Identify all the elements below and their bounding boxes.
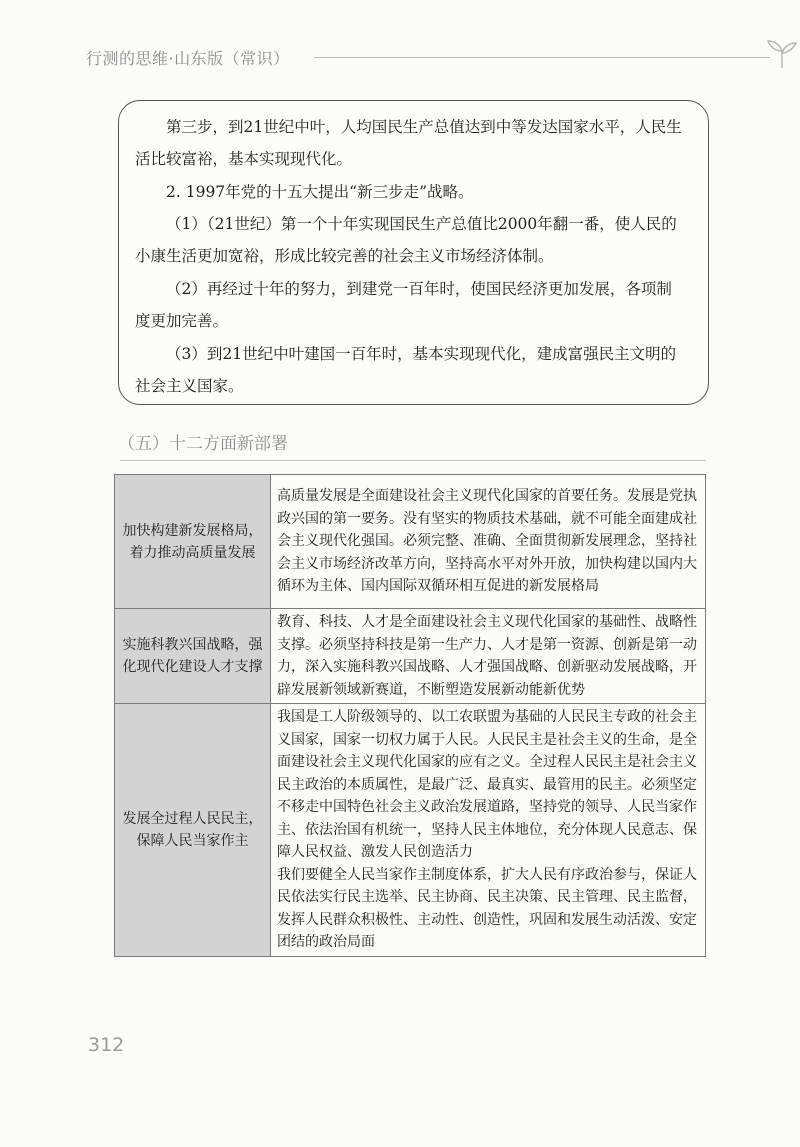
sprout-icon	[762, 38, 800, 70]
section-divider	[120, 460, 706, 461]
page-number: 312	[88, 1034, 125, 1056]
table-row	[115, 609, 706, 704]
row-label: 加快构建新发展格局，着力推动高质量发展	[115, 475, 271, 609]
row-content-continued: 我们要健全人民当家作主制度体系，扩大人民有序政治参与，保证人民依法实行民主选举、民主协商、民主决策、民主管理、民主监督，发挥人民群众积极性、主动性、创造性，巩固和发展生动活泼、安定团结的政治局面	[277, 866, 697, 950]
running-header	[86, 44, 726, 74]
table-row	[115, 704, 706, 957]
row-content: 教育、科技、人才是全面建设社会主义现代化国家的基础性、战略性支撑。必须坚持科技是第一生产力、人才是第一资源、创新是第一动力，深入实施科教兴国战略、人才强国战略、创新驱动发展战略，开辟发展新领域新赛道，不断塑造发展新动能新优势	[271, 609, 706, 704]
section-heading: （五）十二方面新部署	[118, 434, 288, 454]
box-paragraph: 第三步，到21世纪中叶，人均国民生产总值达到中等发达国家水平，人民生活比较富裕，基本实现现代化。	[135, 118, 682, 168]
deployment-table	[114, 474, 706, 957]
box-paragraph: （3）到21世纪中叶建国一百年时，基本实现现代化，建成富强民主文明的社会主义国家。	[135, 345, 677, 395]
row-content-cell	[271, 704, 706, 957]
box-paragraph: （2）再经过十年的努力，到建党一百年时，使国民经济更加发展，各项制度更加完善。	[135, 280, 672, 330]
row-label: 发展全过程人民民主，保障人民当家作主	[115, 704, 271, 957]
header-divider	[314, 57, 770, 58]
summary-box	[118, 100, 709, 405]
row-content: 高质量发展是全面建设社会主义现代化国家的首要任务。发展是党执政兴国的第一要务。没有坚实的物质技术基础，就不可能全面建成社会主义现代化强国。必须完整、准确、全面贯彻新发展理念，坚持社会主义市场经济改革方向，坚持高水平对外开放，加快构建以国内大循环为主体、国内国际双循环相互促进的新发展格局	[271, 475, 706, 609]
row-label: 实施科教兴国战略，强化现代化建设人才支撑	[115, 609, 271, 704]
table-row	[115, 475, 706, 609]
running-title: 行测的思维·山东版（常识）	[86, 49, 290, 68]
box-paragraph: （1）（21世纪）第一个十年实现国民生产总值比2000年翻一番，使人民的小康生活更加宽裕，形成比较完善的社会主义市场经济体制。	[135, 215, 677, 265]
row-content: 我国是工人阶级领导的、以工农联盟为基础的人民民主专政的社会主义国家，国家一切权力属于人民。人民民主是社会主义的生命，是全面建设社会主义现代化国家的应有之义。全过程人民民主是社会主义民主政治的本质属性，是最广泛、最真实、最管用的民主。必须坚定不移走中国特色社会主义政治发展道路，坚持党的领导、人民当家作主、依法治国有机统一，坚持人民主体地位，充分体现人民意志、保障人民权益、激发人民创造活力	[277, 709, 697, 860]
box-paragraph: 2. 1997年党的十五大提出“新三步走”战略。	[166, 183, 474, 201]
